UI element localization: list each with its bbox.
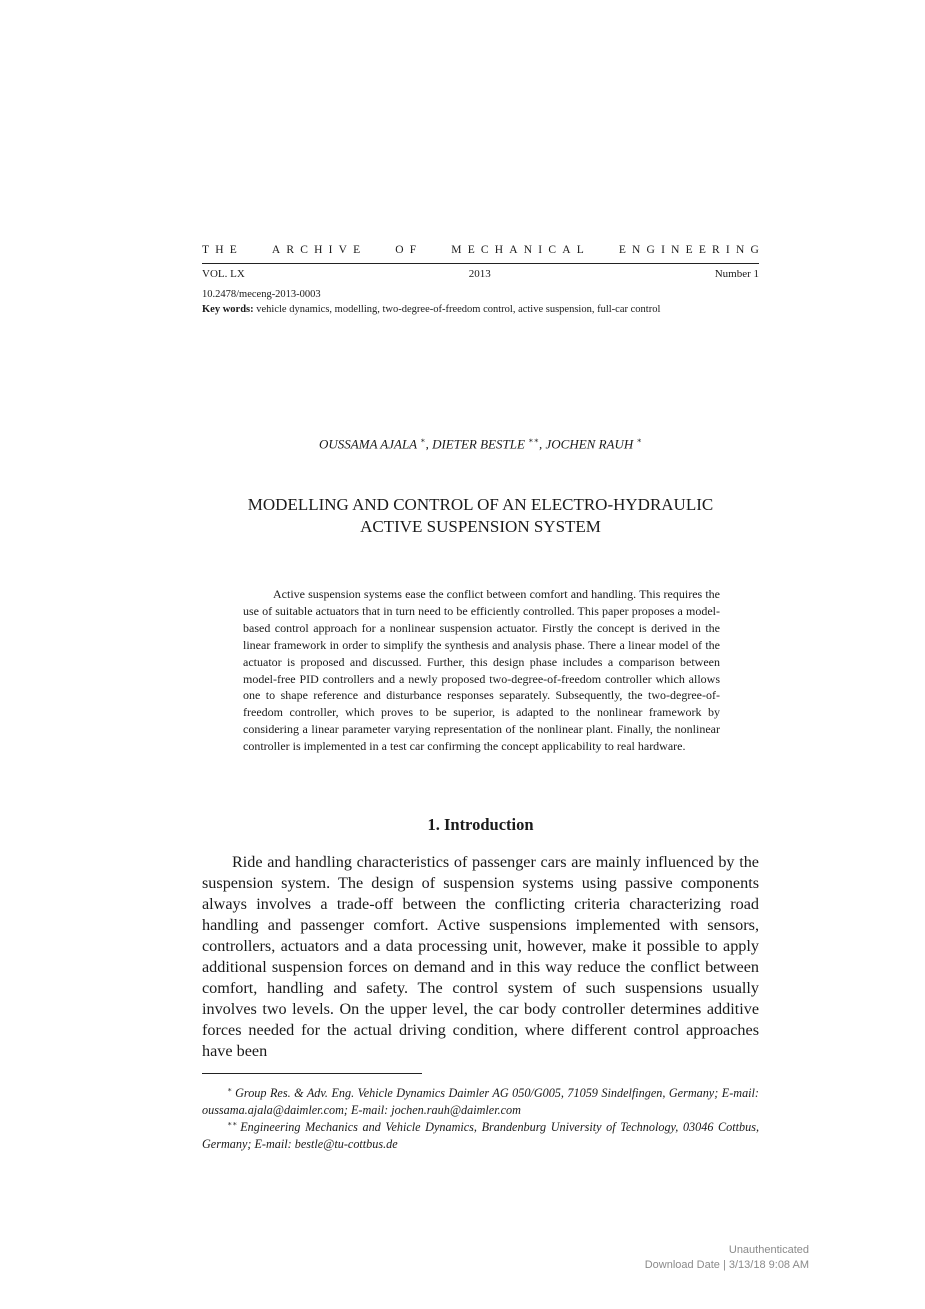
authors — [202, 436, 759, 452]
author-name: OUSSAMA AJALA — [319, 436, 417, 452]
volume: VOL. LX — [202, 268, 245, 280]
author-mark: ∗∗ — [528, 436, 540, 445]
year: 2013 — [468, 268, 491, 280]
body-paragraph: Ride and handling characteristics of passenger cars are mainly influenced by the suspension system. The design of suspension systems using passive components always involves a trade-off between the conflicting criteria characterizing road handling and passenger comfort. Active suspensions implemented with sensors, controllers, actuators and a data processing unit, however, make it possible to apply additional suspension forces on demand and in this way reduce the conflict between comfort, handling and safety. The control system of such suspensions usually involves two levels. On the upper level, the car body controller determines additive forces needed for the actual driving condition, where different control approaches have been — [202, 853, 759, 1060]
journal-word: THE — [202, 244, 243, 256]
author-name: DIETER BESTLE — [432, 436, 525, 452]
keywords-label: Key words: — [202, 304, 254, 315]
keywords — [202, 304, 762, 315]
author-mark: ∗ — [420, 436, 426, 445]
doi: 10.2478/meceng-2013-0003 — [202, 289, 321, 300]
footnote-mark: ∗∗ — [227, 1119, 238, 1128]
abstract: Active suspension systems ease the conflict between comfort and handling. This requires the use of suitable actuators that in turn need to be efficiently controlled. This paper proposes a model-based control approach for a nonlinear suspension actuator. Firstly the concept is derived in the linear framework in order to simplify the synthesis and analysis phase. There a linear model of the actuator is proposed and discussed. Further, this design phase includes a comparison between model-free PID controllers and a newly proposed two-degree-of-freedom controller which allows one to shape reference and disturbance responses separately. Subsequently, the two-degree-of-freedom controller, which proves to be superior, is adapted to the nonlinear framework by considering a linear parameter varying representation of the nonlinear plant. Finally, the nonlinear controller is implemented in a test car confirming the concept applicability to real hardware. — [243, 587, 720, 754]
footnote-rule — [202, 1073, 422, 1074]
download-watermark — [645, 1243, 809, 1273]
title-line: MODELLING AND CONTROL OF AN ELECTRO-HYDRAULIC — [247, 495, 714, 514]
author-separator: , — [539, 436, 546, 452]
section-heading: 1. Introduction — [427, 815, 534, 834]
journal-word: MECHANICAL — [451, 244, 590, 256]
header-rule — [202, 263, 759, 264]
author-name: JOCHEN RAUH — [545, 436, 634, 452]
journal-word: ARCHIVE — [271, 244, 367, 256]
journal-word: ENGINEERING — [618, 244, 765, 256]
paper-title — [202, 494, 759, 538]
watermark-line: Unauthenticated — [728, 1244, 809, 1256]
keywords-text: vehicle dynamics, modelling, two-degree-of-freedom control, active suspension, full-car control — [256, 304, 661, 315]
footnote — [202, 1081, 759, 1119]
volume-row — [202, 268, 759, 280]
footnote-text: Group Res. & Adv. Eng. Vehicle Dynamics Daimler AG 050/G005, 71059 Sindelfingen, Germany; E-mail: oussama.ajala@daimler.com; E-mail: jochen.rauh@daimler.com — [202, 1086, 759, 1118]
issue-number: Number 1 — [714, 268, 759, 280]
author-mark: ∗ — [636, 436, 642, 445]
footnote — [202, 1115, 759, 1153]
footnote-mark: ∗ — [227, 1085, 233, 1094]
title-line: ACTIVE SUSPENSION SYSTEM — [360, 517, 601, 536]
footnote-text: Engineering Mechanics and Vehicle Dynamics, Brandenburg University of Technology, 03046 Cottbus, Germany; E-mail: bestle@tu-cottbus.de — [202, 1120, 759, 1152]
watermark-line: Download Date | 3/13/18 9:08 AM — [644, 1259, 809, 1271]
journal-word: OF — [395, 244, 423, 256]
author-separator: , — [425, 436, 433, 452]
journal-name — [202, 244, 765, 256]
